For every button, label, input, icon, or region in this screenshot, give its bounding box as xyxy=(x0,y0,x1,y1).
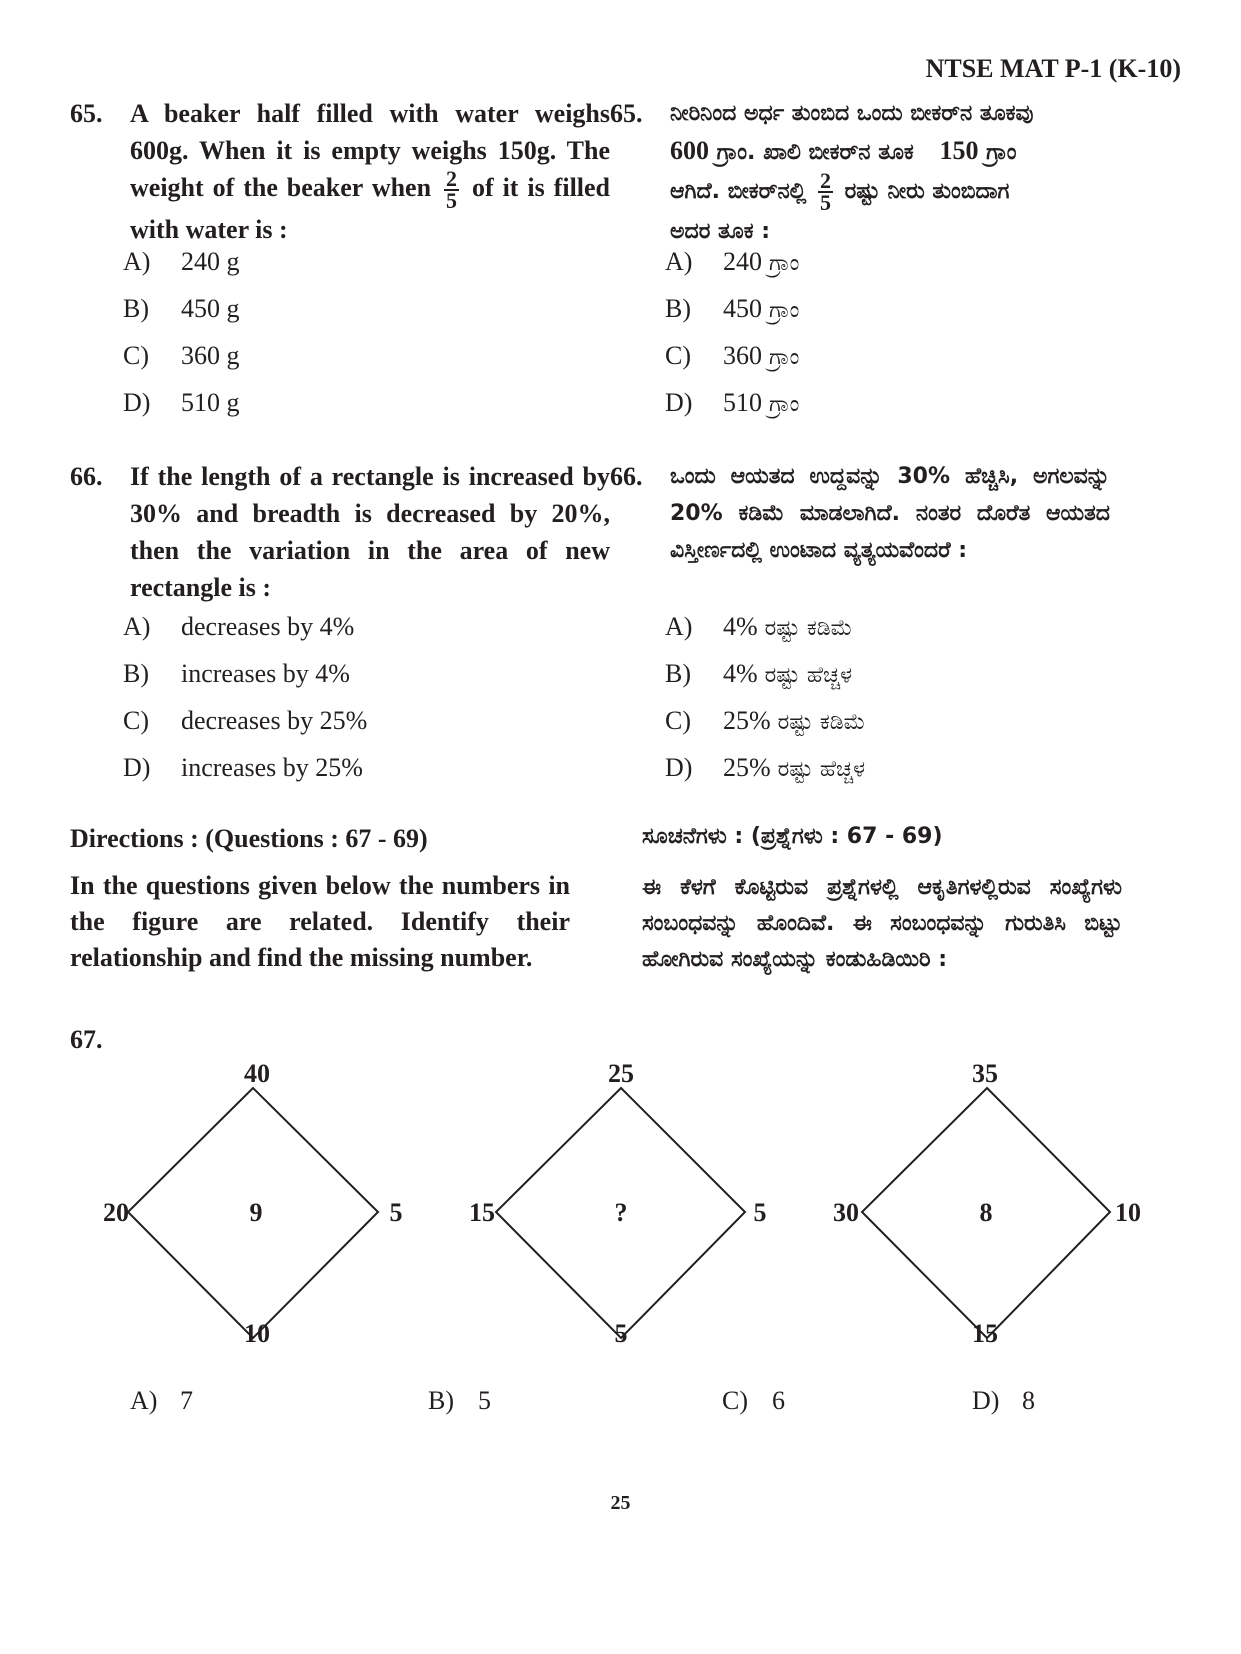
option-label: D) xyxy=(972,1386,1000,1415)
fraction xyxy=(444,166,459,214)
option-c[interactable] xyxy=(123,706,367,736)
option-label: B) xyxy=(123,659,149,688)
diamond-puzzle-figure xyxy=(0,1050,1241,1360)
option-label: D) xyxy=(123,753,151,782)
number: 150 xyxy=(939,136,979,165)
option-text: decreases by 25% xyxy=(181,706,368,735)
diamond-top-value: 35 xyxy=(972,1059,998,1088)
option-text: ಗ್ರಾಂ xyxy=(769,251,800,276)
option-label: A) xyxy=(123,247,151,276)
option-a[interactable] xyxy=(665,247,799,277)
option-label: A) xyxy=(123,612,151,641)
question-65-en xyxy=(70,95,610,248)
diamond-bottom-value: 15 xyxy=(972,1319,998,1348)
diamond-3 xyxy=(833,1059,1141,1348)
option-b[interactable] xyxy=(665,294,799,324)
option-label: C) xyxy=(123,341,149,370)
option-text: increases by 4% xyxy=(181,659,350,688)
question-text: If the length of a rectangle is increased by 30% and breadth is decreased by 20%, then the variation in the area of new rectangle is : xyxy=(130,462,610,602)
option-text: ಗ್ರಾಂ xyxy=(769,345,800,370)
option-label: B) xyxy=(665,294,691,323)
option-text: 450 g xyxy=(181,294,240,323)
number: 600 xyxy=(670,136,709,165)
option-label: A) xyxy=(130,1386,158,1415)
option-label: A) xyxy=(665,612,693,641)
option-label: D) xyxy=(123,388,151,417)
option-number: 4% xyxy=(723,659,758,688)
option-label: A) xyxy=(665,247,693,276)
option-text: 8 xyxy=(1022,1386,1035,1415)
option-d[interactable] xyxy=(123,753,363,783)
option-number: 25% xyxy=(723,706,771,735)
option-text: ಗ್ರಾಂ xyxy=(769,298,800,323)
option-text: ರಷ್ಟು ಕಡಿಮೆ xyxy=(777,710,866,735)
option-d[interactable] xyxy=(665,388,799,418)
directions-body-kn: ಈ ಕೆಳಗೆ ಕೊಟ್ಟಿರುವ ಪ್ರಶ್ನೆಗಳಲ್ಲಿ ಆಕೃತಿಗಳಲ್ಲಿರುವ ಸಂಖ್ಯೆಗಳು ಸಂಬಂಧವನ್ನು ಹೊಂದಿವೆ. ಈ ಸಂಬಂಧವನ್ನು ಗುರುತಿಸಿ ಬಿಟ್ಟು ಹೋಗಿರುವ ಸಂಖ್ಯೆಯನ್ನು ಕಂಡುಹಿಡಿಯಿರಿ : xyxy=(642,875,1122,972)
option-label: B) xyxy=(428,1386,454,1415)
question-text: ಒಂದು ಆಯತದ ಉದ್ದವನ್ನು 30% ಹೆಚ್ಚಿಸಿ, ಅಗಲವನ್ನು 20% ಕಡಿಮೆ ಮಾಡಲಾಗಿದೆ. ನಂತರ ದೊರೆತ ಆಯತದ ವಿಸ್ತೀರ್ಣದಲ್ಲಿ ಉಂಟಾದ ವ್ಯತ್ಯಯವೆಂದರೆ : xyxy=(670,464,1110,563)
option-text: ರಷ್ಟು ಹೆಚ್ಚಳ xyxy=(777,757,866,782)
option-a[interactable] xyxy=(130,1386,193,1416)
option-label: C) xyxy=(665,341,691,370)
option-number: 450 xyxy=(723,294,762,323)
text: ರಷ್ಟು ನೀರು ತುಂಬಿದಾಗ xyxy=(844,179,1010,204)
question-line: ನೀರಿನಿಂದ ಅರ್ಧ ತುಂಬಿದ ಒಂದು ಬೀಕರ್‌ನ ತೂಕವು xyxy=(670,101,1034,126)
option-c[interactable] xyxy=(665,341,799,371)
text: ಗ್ರಾಂ. ಖಾಲಿ ಬೀಕರ್‌ನ ತೂಕ xyxy=(716,140,914,165)
option-d[interactable] xyxy=(972,1386,1035,1416)
text: ಆಗಿದೆ. ಬೀಕರ್‌ನಲ್ಲಿ xyxy=(670,179,807,204)
option-a[interactable] xyxy=(123,612,354,642)
option-label: D) xyxy=(665,753,693,782)
diamond-1 xyxy=(103,1059,403,1348)
question-67-number: 67. xyxy=(70,1025,103,1054)
option-text: ರಷ್ಟು ಹೆಚ್ಚಳ xyxy=(764,663,853,688)
question-66-kn xyxy=(610,458,1110,569)
question-66-en xyxy=(70,458,610,606)
directions-title-en: Directions : (Questions : 67 - 69) xyxy=(70,824,428,853)
option-label: D) xyxy=(665,388,693,417)
option-number: 4% xyxy=(723,612,758,641)
directions-title-kn: ಸೂಚನೆಗಳು : (ಪ್ರಶ್ನೆಗಳು : 67 - 69) xyxy=(642,824,943,849)
diamond-center-value: 9 xyxy=(249,1198,263,1227)
option-text: decreases by 4% xyxy=(181,612,355,641)
diamond-bottom-value: 10 xyxy=(244,1319,270,1348)
option-number: 510 xyxy=(723,388,762,417)
diamond-center-value: 8 xyxy=(979,1198,993,1227)
option-text: ರಷ್ಟು ಕಡಿಮೆ xyxy=(764,616,853,641)
option-text: 240 g xyxy=(181,247,240,276)
option-b[interactable] xyxy=(123,294,240,324)
option-b[interactable] xyxy=(123,659,350,689)
question-text xyxy=(670,95,1110,250)
option-label: B) xyxy=(665,659,691,688)
question-65-kn xyxy=(610,95,1110,250)
option-a[interactable] xyxy=(665,612,852,642)
option-text: 6 xyxy=(772,1386,785,1415)
option-a[interactable] xyxy=(123,247,240,277)
diamond-2 xyxy=(469,1059,767,1348)
question-text xyxy=(130,95,610,248)
question-text-part: of it is filled with water is : xyxy=(130,173,611,245)
option-c[interactable] xyxy=(665,706,865,736)
diamond-center-value: ? xyxy=(614,1198,628,1227)
option-text: 5 xyxy=(478,1386,491,1415)
option-label: C) xyxy=(123,706,149,735)
option-text: increases by 25% xyxy=(181,753,363,782)
text: ಗ್ರಾಂ xyxy=(986,140,1017,165)
option-label: B) xyxy=(123,294,149,323)
option-d[interactable] xyxy=(123,388,240,418)
question-number: 66. xyxy=(70,462,103,491)
option-number: 25% xyxy=(723,753,771,782)
option-c[interactable] xyxy=(123,341,240,371)
directions-body-en: In the questions given below the numbers in the figure are related. Identify their relationship and find the missing number. xyxy=(70,871,570,972)
option-text: 360 g xyxy=(181,341,240,370)
option-label: C) xyxy=(722,1386,748,1415)
option-d[interactable] xyxy=(665,753,865,783)
diamond-left-value: 15 xyxy=(469,1198,495,1227)
option-b[interactable] xyxy=(665,659,852,689)
diamond-top-value: 40 xyxy=(244,1059,270,1088)
question-line xyxy=(670,132,1110,171)
fraction-numerator: 2 xyxy=(820,168,831,193)
option-c[interactable] xyxy=(722,1386,785,1416)
diamond-left-value: 20 xyxy=(103,1198,129,1227)
diamond-bottom-value: 5 xyxy=(614,1319,628,1348)
option-text: 510 g xyxy=(181,388,240,417)
fraction-numerator: 2 xyxy=(446,166,458,192)
question-line: ಅದರ ತೂಕ : xyxy=(670,219,771,244)
question-text-part: A beaker half filled with water weighs 600g. When it is empty weighs 150g. The weight of the beaker when xyxy=(130,99,610,202)
diamond-left-value: 30 xyxy=(833,1198,859,1227)
page-number: 25 xyxy=(610,1492,631,1514)
diamond-right-value: 10 xyxy=(1115,1198,1141,1227)
option-number: 360 xyxy=(723,341,762,370)
option-label: C) xyxy=(665,706,691,735)
option-text: 7 xyxy=(180,1386,193,1415)
option-text: ಗ್ರಾಂ xyxy=(769,392,800,417)
fraction xyxy=(818,168,833,215)
option-number: 240 xyxy=(723,247,762,276)
question-number: 65. xyxy=(610,99,643,128)
diamond-top-value: 25 xyxy=(608,1059,634,1088)
question-number: 65. xyxy=(70,99,103,128)
question-number: 66. xyxy=(610,462,643,491)
fraction-denominator: 5 xyxy=(820,190,831,215)
fraction-denominator: 5 xyxy=(446,188,458,214)
question-line xyxy=(670,168,1110,215)
diamond-right-value: 5 xyxy=(389,1198,403,1227)
page-header: NTSE MAT P-1 (K-10) xyxy=(925,54,1181,83)
option-b[interactable] xyxy=(428,1386,491,1416)
diamond-right-value: 5 xyxy=(753,1198,767,1227)
